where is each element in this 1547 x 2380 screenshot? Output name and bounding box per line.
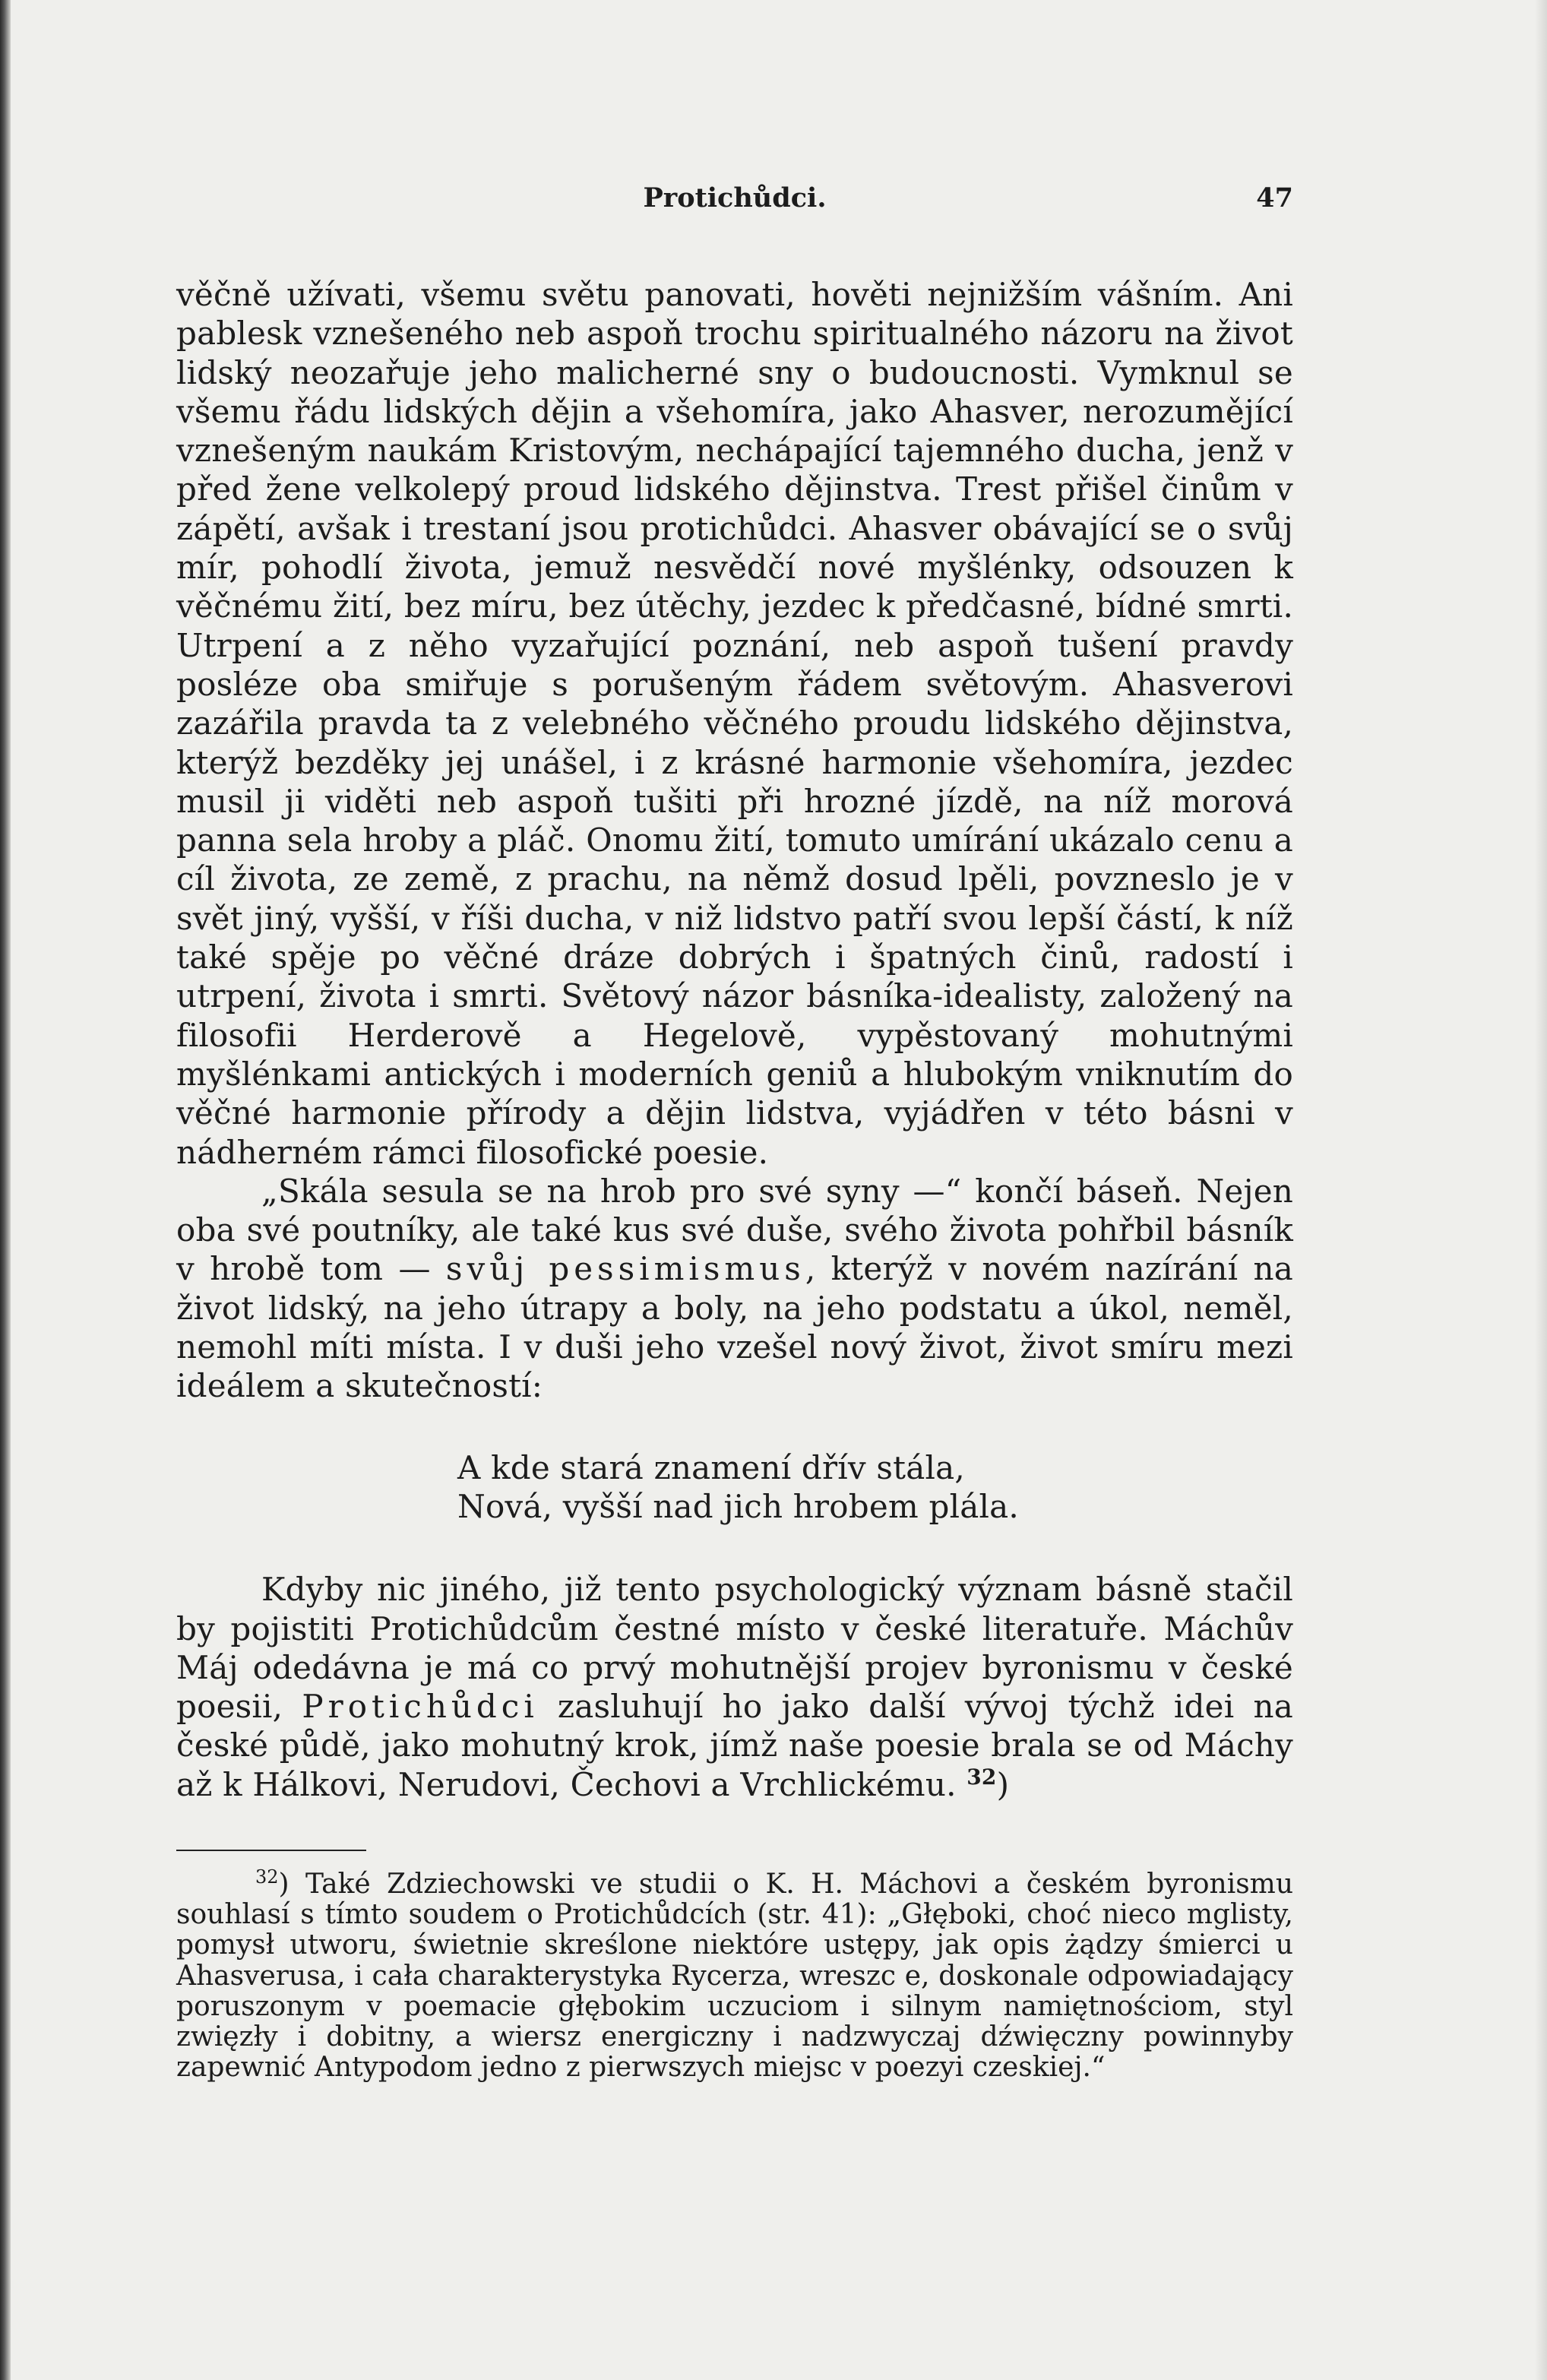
page-number: 47 <box>1256 182 1293 214</box>
verse-line: A kde stará znamení dřív stála, <box>457 1448 965 1486</box>
footnote <box>176 1866 1293 2084</box>
paragraph-3 <box>176 1570 1293 1804</box>
spaced-emphasis: Protichůdci <box>302 1688 539 1726</box>
scan-edge-right <box>1535 0 1547 2380</box>
paragraph-2-text-b: , kterýž v novém nazírání na život lidský, na jeho útrapy a boly, na jeho podstatu a úkol, neměl, nemohl míti místa. I v duši jeho vzešel nový život, život smíru mezi ideálem a skutečností: <box>176 1250 1293 1405</box>
book-page <box>176 182 1293 2083</box>
footnote-marker-close: ) <box>278 1868 289 1900</box>
footnote-reference-close: ) <box>996 1765 1010 1803</box>
footnote-divider <box>176 1850 366 1851</box>
paragraph-2-text-a: „Skála sesula se na hrob pro své syny —“ končí báseň. Nejen oba své poutníky, ale také kus své duše, svého života pohřbil básník v hrobě tom — <box>176 1172 1293 1288</box>
running-header <box>176 182 1293 228</box>
main-text <box>176 275 1293 1804</box>
scan-edge-left <box>0 0 11 2380</box>
verse-quote <box>457 1448 1293 1527</box>
verse-line: Nová, vyšší nad jich hrobem plála. <box>457 1487 1019 1525</box>
running-title: Protichůdci. <box>643 182 827 214</box>
paragraph-3-text-b: zasluhují ho jako další vývoj týchž idei na české půdě, jako mohutný krok, jímž naše poesie brala se od Máchy až k Hálkovi, Nerudovi, Čechovi a Vrchlickému. <box>176 1688 1293 1803</box>
footnote-text: Také Zdziechowski ve studii o K. H. Máchovi a českém byronismu souhlasí s tímto soudem o Protichůdcích (str. 41): „Głęboki, choć nieco mglisty, pomysł utworu, świetnie skreślone niektóre ustępy, jak opis żądzy śmierci u Ahasverusa, i cała charakterystyka Rycerza, wreszc e, doskonale odpowiadający poruszonym v poemacie głębokim uczuciom i silnym namiętnościom, styl zwięzły i dobitny, a wiersz energiczny i nadzwyczaj dźwięczny powinnyby zapewnić Antypodom jedno z pierwszych miejsc v poezyi czeskiej.“ <box>176 1868 1293 2084</box>
footnote-marker: 32 <box>255 1866 279 1888</box>
paragraph-2 <box>176 1172 1293 1406</box>
paragraph-1: věčně užívati, všemu světu panovati, hověti nejnižším vášním. Ani pablesk vznešeného neb aspoň trochu spiritualného názoru na život lidský neozařuje jeho malicherné sny o budoucnosti. Vymknul se všemu řádu lidských dějin a všehomíra, jako Ahasver, nerozumějící vznešeným naukám Kristovým, nechápající tajemného ducha, jenž v před žene velkolepý proud lidského dějinstva. Trest přišel činům v zápětí, avšak i trestaní jsou protichůdci. Ahasver obávající se o svůj mír, pohodlí života, jemuž nesvědčí nové myšlénky, odsouzen k věčnému žití, bez míru, bez útěchy, jezdec k předčasné, bídné smrti. Utrpení a z něho vyzařující poznání, neb aspoň tušení pravdy posléze oba smiřuje s porušeným řádem světovým. Ahasverovi zazářila pravda ta z velebného věčného proudu lidského dějinstva, kterýž bezděky jej unášel, i z krásné harmonie všehomíra, jezdec musil ji viděti neb aspoň tušiti při hrozné jízdě, na níž morová panna sela hroby a pláč. Onomu žití, tomuto umírání ukázalo cenu a cíl života, ze země, z prachu, na němž dosud lpěli, povzneslo je v svět jiný, vyšší, v říši ducha, v niž lidstvo patří svou lepší částí, k níž také spěje po věčné dráze dobrých i špatných činů, radostí i utrpení, života i smrti. Světový názor básníka-idealisty, založený na filosofii Herderově a Hegelově, vypěstovaný mohutnými myšlénkami antických i moderních geniů a hlubokým vniknutím do věčné harmonie přírody a dějin lidstva, vyjádřen v této básni v nádherném rámci filosofické poesie. <box>176 276 1293 1171</box>
paragraph-3-text-a: Kdyby nic jiného, již tento psychologický význam básně stačil by pojistiti Protichůdcům čestné místo v české literatuře. Máchův Máj odedávna je má co prvý mohutnější projev byronismu v české poesii, <box>176 1571 1293 1726</box>
spaced-emphasis: svůj pessimismus <box>445 1250 805 1288</box>
footnote-reference: 32 <box>966 1764 997 1790</box>
